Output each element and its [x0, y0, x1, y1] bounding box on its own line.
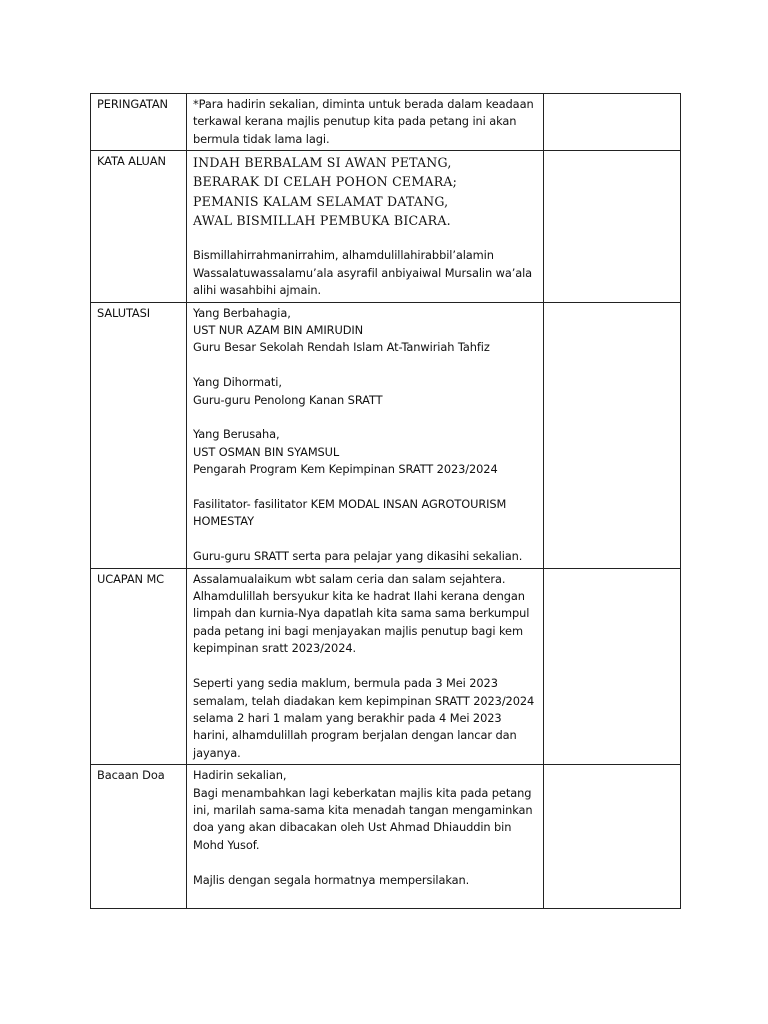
table-row [91, 568, 681, 764]
paragraph-gap [193, 658, 537, 675]
section-label: KATA ALUAN [91, 151, 187, 302]
table-body [91, 94, 681, 909]
text-line: Yang Dihormati, [193, 375, 282, 390]
table-row [91, 151, 681, 302]
text-line: ini, marilah sama-sama kita menadah tangan mengaminkan [193, 802, 533, 817]
pantun-line: BERARAK DI CELAH POHON CEMARA; [193, 174, 458, 190]
section-text [187, 568, 544, 764]
text-line: Guru-guru SRATT serta para pelajar yang dikasihi sekalian. [193, 549, 523, 564]
paragraph-gap [193, 531, 537, 548]
text-line: harini, alhamdulillah program berjalan dengan lancar dan [193, 728, 517, 743]
text-line: semalam, telah diadakan kem kepimpinan SRATT 2023/2024 [193, 693, 535, 708]
text-line: terkawal kerana majlis penutup kita pada petang ini akan [193, 114, 517, 129]
notes-cell [544, 94, 681, 151]
pantun-line: AWAL BISMILLAH PEMBUKA BICARA. [193, 212, 451, 228]
paragraph-gap [193, 479, 537, 496]
text-line: HOMESTAY [193, 514, 254, 529]
text-line: kepimpinan sratt 2023/2024. [193, 641, 357, 656]
section-text [187, 765, 544, 909]
text-line: limpah dan kurnia-Nya dapatlah kita sama sama berkumpul [193, 606, 530, 621]
text-line: *Para hadirin sekalian, diminta untuk berada dalam keadaan [193, 97, 534, 111]
text-line: pada petang ini bagi menjayakan majlis penutup bagi kem [193, 623, 523, 638]
text-line: Hadirin sekalian, [193, 768, 287, 783]
text-line: alihi wasahbihi ajmain. [193, 283, 322, 298]
text-line: jayanya. [193, 745, 241, 760]
text-line: UST NUR AZAM BIN AMIRUDIN [193, 323, 364, 338]
text-line: selama 2 hari 1 malam yang berakhir pada 4 Mei 2023 [193, 710, 502, 725]
text-line: Guru Besar Sekolah Rendah Islam At-Tanwiriah Tahfiz [193, 340, 490, 355]
paragraph-gap [193, 889, 537, 906]
section-label: Bacaan Doa [91, 765, 187, 909]
section-label: PERINGATAN [91, 94, 187, 151]
section-text [187, 302, 544, 568]
notes-cell [544, 568, 681, 764]
paragraph-gap [193, 854, 537, 871]
event-script-table [90, 93, 681, 909]
text-line: Fasilitator- fasilitator KEM MODAL INSAN AGROTOURISM [193, 497, 507, 512]
paragraph-gap [193, 409, 537, 426]
table-row [91, 94, 681, 151]
table-row [91, 765, 681, 909]
notes-cell [544, 151, 681, 302]
notes-cell [544, 765, 681, 909]
paragraph-gap [193, 230, 537, 247]
section-text [187, 94, 544, 151]
notes-cell [544, 302, 681, 568]
text-line: Pengarah Program Kem Kepimpinan SRATT 2023/2024 [193, 462, 498, 477]
text-line: doa yang akan dibacakan oleh Ust Ahmad Dhiauddin bin [193, 820, 512, 835]
text-line: bermula tidak lama lagi. [193, 131, 330, 146]
text-line: UST OSMAN BIN SYAMSUL [193, 444, 340, 459]
section-label: UCAPAN MC [91, 568, 187, 764]
text-line: Yang Berusaha, [193, 427, 280, 442]
section-text [187, 151, 544, 302]
text-line: Yang Berbahagia, [193, 305, 291, 320]
text-line: Seperti yang sedia maklum, bermula pada 3 Mei 2023 [193, 676, 498, 691]
text-line: Alhamdulillah bersyukur kita ke hadrat Ilahi kerana dengan [193, 589, 525, 604]
text-line: Bagi menambahkan lagi keberkatan majlis kita pada petang [193, 785, 532, 800]
document-page [90, 93, 680, 909]
text-line: Wassalatuwassalamu’ala asyrafil anbiyaiwal Mursalin wa’ala [193, 265, 533, 280]
pantun-line: PEMANIS KALAM SELAMAT DATANG, [193, 193, 449, 209]
paragraph-gap [193, 357, 537, 374]
pantun-line: INDAH BERBALAM SI AWAN PETANG, [193, 155, 452, 171]
text-line: Majlis dengan segala hormatnya mempersilakan. [193, 872, 470, 887]
section-label: SALUTASI [91, 302, 187, 568]
text-line: Mohd Yusof. [193, 837, 260, 852]
text-line: Assalamualaikum wbt salam ceria dan salam sejahtera. [193, 571, 506, 586]
text-line: Bismillahirrahmanirrahim, alhamdulillahirabbil’alamin [193, 248, 494, 263]
table-row [91, 302, 681, 568]
text-line: Guru-guru Penolong Kanan SRATT [193, 392, 383, 407]
